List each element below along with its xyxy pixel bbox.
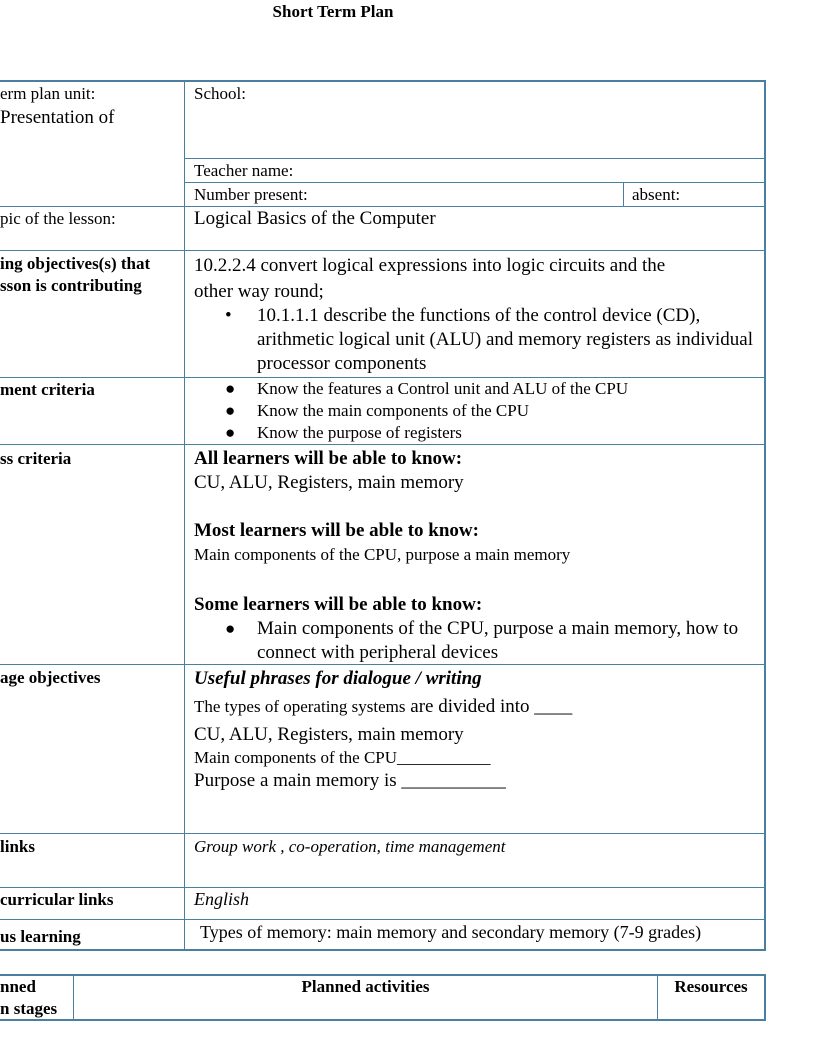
number-present-label: Number present: — [194, 185, 308, 204]
success-all-heading: All learners will be able to know: — [194, 448, 463, 469]
absent-label: absent: — [632, 185, 681, 204]
row-divider — [184, 158, 764, 159]
crosscurricular-value: English — [194, 889, 250, 909]
language-line: Purpose a main memory is ___________ — [194, 770, 506, 791]
bullet-icon: • — [225, 305, 232, 326]
language-value — [194, 667, 758, 793]
language-line: The types of operating systems are divided into ____ — [194, 696, 573, 717]
planned-activities-header: Planned activities — [301, 977, 430, 996]
row-divider — [0, 206, 764, 207]
bullet-icon: ● — [225, 619, 236, 638]
bullet-icon: ● — [225, 423, 236, 442]
language-line: CU, ALU, Registers, main memory — [194, 724, 464, 745]
crosscurricular-label: curricular links — [0, 890, 114, 909]
assessment-label: ment criteria — [0, 380, 95, 399]
objectives-label-2: sson is contributing — [0, 276, 142, 295]
row-divider — [0, 444, 764, 445]
success-value — [194, 447, 758, 665]
assessment-item: ● Know the purpose of registers — [225, 423, 462, 442]
unit-label-1: erm plan unit: — [0, 84, 96, 103]
success-some-heading: Some learners will be able to know: — [194, 594, 483, 615]
row-divider — [0, 833, 764, 834]
values-label: links — [0, 837, 35, 856]
language-line: Main components of the CPU___________ — [194, 748, 491, 767]
topic-label: pic of the lesson: — [0, 209, 116, 228]
values-value: Group work , co-operation, time management — [194, 837, 506, 856]
success-some-item: ● Main components of the CPU, purpose a main memory, how to connect with peripheral devices — [225, 618, 739, 663]
planned-stages-header-2: n stages — [0, 999, 58, 1018]
objective-line: other way round; — [194, 280, 324, 302]
objective-line: 10.2.2.4 convert logical expressions into logic circuits and the — [194, 255, 666, 276]
topic-value: Logical Basics of the Computer — [194, 208, 436, 229]
bullet-icon: ● — [225, 401, 236, 420]
objectives-value — [194, 253, 758, 376]
absent-divider — [623, 182, 624, 207]
objective-bullet-item: • 10.1.1.1 describe the functions of the control device (CD), arithmetic logical unit (ALU) and memory registers as individual processor components — [225, 305, 753, 374]
previous-learning-value: Types of memory: main memory and secondary memory (7-9 grades) — [200, 922, 702, 942]
row-divider — [184, 182, 764, 183]
planned-stages-header-1: nned — [0, 977, 36, 996]
row-divider — [0, 250, 764, 251]
bullet-icon: ● — [225, 379, 236, 398]
row-divider — [0, 919, 764, 920]
language-heading: Useful phrases for dialogue / writing — [194, 668, 482, 689]
unit-label-2: Presentation of — [0, 107, 115, 128]
objectives-label-1: ing objectives(s) that — [0, 254, 151, 273]
previous-learning-label: us learning — [0, 927, 81, 946]
success-all-text: CU, ALU, Registers, main memory — [194, 472, 464, 493]
success-label: ss criteria — [0, 449, 72, 468]
resources-header: Resources — [674, 977, 748, 996]
success-most-heading: Most learners will be able to know: — [194, 520, 479, 541]
assessment-item: ● Know the features a Control unit and ALU of the CPU — [225, 379, 629, 398]
language-label: age objectives — [0, 668, 101, 687]
success-most-text: Main components of the CPU, purpose a main memory — [194, 545, 571, 564]
school-label: School: — [194, 84, 246, 103]
column-divider — [184, 81, 185, 950]
page-title: Short Term Plan — [272, 2, 394, 21]
assessment-item: ● Know the main components of the CPU — [225, 401, 529, 420]
assessment-value — [194, 378, 758, 444]
row-divider — [0, 887, 764, 888]
teacher-name-label: Teacher name: — [194, 161, 294, 180]
